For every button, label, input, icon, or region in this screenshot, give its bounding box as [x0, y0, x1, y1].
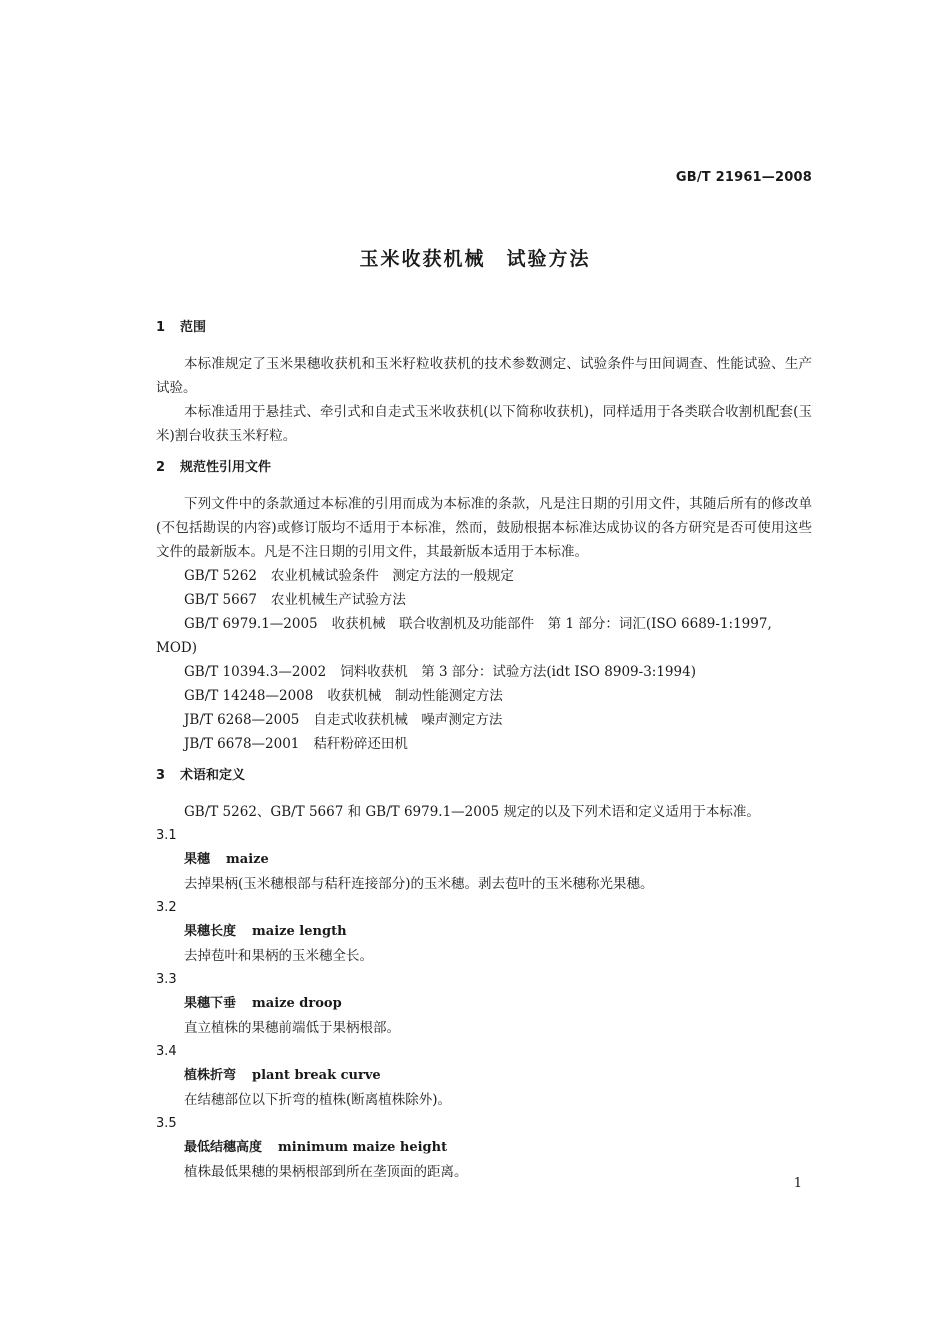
term-name — [156, 992, 812, 1016]
term-zh: 植株折弯 — [184, 1068, 237, 1083]
section-number: 1 — [156, 320, 166, 335]
section-title: 术语和定义 — [180, 768, 246, 783]
reference-continuation: MOD) — [156, 640, 197, 656]
reference-item — [156, 612, 812, 636]
reference-item — [156, 708, 812, 732]
reference-code: GB/T 14248—2008 — [184, 688, 314, 704]
section-title: 规范性引用文件 — [180, 460, 272, 475]
reference-code: GB/T 10394.3—2002 — [184, 664, 327, 680]
section-number: 2 — [156, 460, 166, 475]
reference-item — [156, 732, 812, 756]
section-number: 3 — [156, 768, 166, 783]
scope-paragraph-2: 本标准适用于悬挂式、牵引式和自走式玉米收获机(以下简称收获机)，同样适用于各类联合收割机配套(玉米)割台收获玉米籽粒。 — [156, 404, 812, 444]
section-title: 范围 — [180, 320, 207, 335]
terms-intro: GB/T 5262、GB/T 5667 和 GB/T 6979.1—2005 规定的以及下列术语和定义适用于本标准。 — [184, 804, 760, 820]
term-en: maize — [226, 852, 269, 867]
term-number: 3.5 — [156, 1116, 177, 1131]
term-zh: 果穗下垂 — [184, 996, 237, 1011]
term-en: maize length — [252, 924, 347, 939]
references-intro: 下列文件中的条款通过本标准的引用而成为本标准的条款，凡是注日期的引用文件，其随后所有的修改单(不包括勘误的内容)或修订版均不适用于本标准，然而，鼓励根据本标准达成协议的各方研究是否可使用这些文件的最新版本。凡是不注日期的引用文件，其最新版本适用于本标准。 — [156, 496, 812, 560]
page-number: 1 — [793, 1176, 802, 1191]
term-definition: 去掉苞叶和果柄的玉米穗全长。 — [184, 948, 373, 964]
reference-name: 自走式收获机械 噪声测定方法 — [313, 712, 503, 728]
reference-name: 农业机械试验条件 测定方法的一般规定 — [270, 568, 514, 584]
reference-name: 饲料收获机 第 3 部分：试验方法(idt ISO 8909-3:1994) — [340, 664, 696, 680]
document-title: 玉米收获机械 试验方法 — [359, 248, 591, 270]
term-number: 3.4 — [156, 1044, 177, 1059]
section-3-heading — [156, 764, 812, 788]
reference-name: 收获机械 联合收割机及功能部件 第 1 部分：词汇(ISO 6689-1:1997, — [331, 616, 772, 632]
term-3-2 — [156, 896, 812, 968]
section-2-heading — [156, 456, 812, 480]
section-1-heading — [156, 316, 812, 340]
term-en: minimum maize height — [278, 1140, 448, 1155]
term-name — [156, 848, 812, 872]
term-number: 3.3 — [156, 972, 177, 987]
reference-item — [156, 564, 812, 588]
reference-item — [156, 588, 812, 612]
reference-item — [156, 684, 812, 708]
reference-code: JB/T 6678—2001 — [184, 736, 300, 752]
term-zh: 最低结穗高度 — [184, 1140, 263, 1155]
reference-item — [156, 660, 812, 684]
term-3-1 — [156, 824, 812, 896]
term-definition: 植株最低果穗的果柄根部到所在垄顶面的距离。 — [184, 1164, 468, 1180]
reference-name: 收获机械 制动性能测定方法 — [327, 688, 503, 704]
document-body — [156, 316, 812, 1184]
term-number: 3.1 — [156, 828, 177, 843]
scope-paragraph-1: 本标准规定了玉米果穗收获机和玉米籽粒收获机的技术参数测定、试验条件与田间调查、性能试验、生产试验。 — [156, 356, 812, 396]
term-en: maize droop — [252, 996, 342, 1011]
standard-code: GB/T 21961—2008 — [675, 170, 812, 185]
reference-code: JB/T 6268—2005 — [184, 712, 300, 728]
term-zh: 果穗长度 — [184, 924, 237, 939]
term-name — [156, 920, 812, 944]
reference-code: GB/T 5667 — [184, 592, 257, 608]
reference-code: GB/T 6979.1—2005 — [184, 616, 318, 632]
term-zh: 果穗 — [184, 852, 211, 867]
term-name — [156, 1064, 812, 1088]
term-3-4 — [156, 1040, 812, 1112]
term-number: 3.2 — [156, 900, 177, 915]
term-3-5 — [156, 1112, 812, 1184]
term-definition: 直立植株的果穗前端低于果柄根部。 — [184, 1020, 400, 1036]
reference-list — [156, 564, 812, 756]
reference-code: GB/T 5262 — [184, 568, 257, 584]
term-name — [156, 1136, 812, 1160]
term-3-3 — [156, 968, 812, 1040]
reference-name: 秸秆粉碎还田机 — [313, 736, 408, 752]
term-definition: 在结穗部位以下折弯的植株(断离植株除外)。 — [184, 1092, 452, 1108]
term-definition: 去掉果柄(玉米穗根部与秸秆连接部分)的玉米穗。剥去苞叶的玉米穗称光果穗。 — [184, 876, 654, 892]
term-en: plant break curve — [252, 1068, 381, 1083]
reference-name: 农业机械生产试验方法 — [270, 592, 406, 608]
